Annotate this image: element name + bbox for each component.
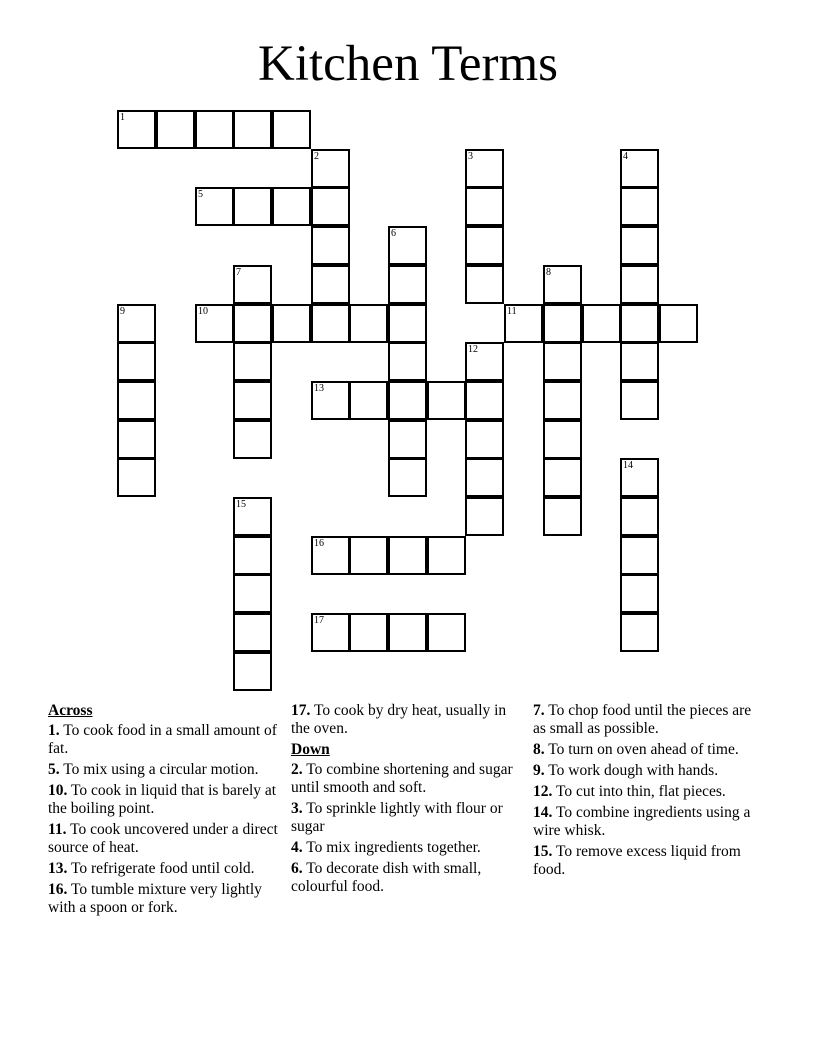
grid-cell[interactable]: [233, 110, 272, 149]
grid-cell[interactable]: [620, 574, 659, 613]
grid-cell[interactable]: [233, 497, 272, 536]
grid-cell[interactable]: [620, 497, 659, 536]
grid-cell[interactable]: [388, 458, 427, 497]
clue-item-number: 14.: [533, 804, 553, 821]
grid-cell[interactable]: [311, 536, 350, 575]
grid-cell[interactable]: [465, 187, 504, 226]
grid-cell[interactable]: [311, 265, 350, 304]
grid-cell[interactable]: [465, 226, 504, 265]
clue-item-text: To mix ingredients together.: [306, 839, 481, 856]
clue-number: 14: [623, 460, 633, 471]
grid-cell[interactable]: [620, 226, 659, 265]
grid-cell[interactable]: [233, 574, 272, 613]
grid-cell[interactable]: [543, 265, 582, 304]
clue-item: [48, 761, 280, 779]
grid-cell[interactable]: [117, 110, 156, 149]
clue-item: [291, 839, 523, 857]
clue-number: 9: [120, 306, 125, 317]
grid-cell[interactable]: [620, 265, 659, 304]
grid-cell[interactable]: [465, 381, 504, 420]
grid-cell[interactable]: [465, 420, 504, 459]
clue-item: [48, 821, 280, 857]
clue-number: 13: [314, 383, 324, 394]
grid-cell[interactable]: [117, 304, 156, 343]
clue-item: [48, 881, 280, 917]
grid-cell[interactable]: [427, 613, 466, 652]
clue-item-number: 7.: [533, 702, 545, 719]
clue-number: 8: [546, 267, 551, 278]
grid-cell[interactable]: [427, 381, 466, 420]
grid-cell[interactable]: [349, 536, 388, 575]
clue-number: 11: [507, 306, 517, 317]
grid-cell[interactable]: [465, 458, 504, 497]
grid-cell[interactable]: [388, 420, 427, 459]
grid-cell[interactable]: [543, 342, 582, 381]
clue-item-text: To cook food in a small amount of fat.: [48, 722, 277, 757]
clue-number: 12: [468, 344, 478, 355]
grid-cell[interactable]: [311, 187, 350, 226]
grid-cell[interactable]: [233, 381, 272, 420]
clue-item: [533, 783, 765, 801]
grid-cell[interactable]: [465, 149, 504, 188]
grid-cell[interactable]: [117, 458, 156, 497]
clue-item: [291, 860, 523, 896]
grid-cell[interactable]: [311, 226, 350, 265]
grid-cell[interactable]: [543, 420, 582, 459]
clue-number: 4: [623, 151, 628, 162]
clue-item-number: 16.: [48, 881, 68, 898]
grid-cell[interactable]: [388, 342, 427, 381]
grid-cell[interactable]: [272, 110, 311, 149]
clue-item: [533, 843, 765, 879]
clue-item-number: 6.: [291, 860, 303, 877]
grid-cell[interactable]: [620, 304, 659, 343]
clue-item: [533, 762, 765, 780]
grid-cell[interactable]: [620, 342, 659, 381]
grid-cell[interactable]: [195, 304, 234, 343]
clue-column-1: [48, 702, 280, 920]
clue-item-number: 11.: [48, 821, 67, 838]
clue-item-number: 3.: [291, 800, 303, 817]
grid-cell[interactable]: [388, 226, 427, 265]
clue-item-number: 1.: [48, 722, 60, 739]
clue-number: 10: [198, 306, 208, 317]
clue-item-text: To cook in liquid that is barely at the boiling point.: [48, 782, 277, 817]
grid-cell[interactable]: [620, 458, 659, 497]
clue-item-text: To work dough with hands.: [548, 762, 719, 779]
clue-item: [48, 860, 280, 878]
clue-item-number: 17.: [291, 702, 311, 719]
clue-item-text: To cook uncovered under a direct source of heat.: [48, 821, 278, 856]
clue-item-number: 13.: [48, 860, 68, 877]
grid-cell[interactable]: [233, 304, 272, 343]
grid-cell[interactable]: [620, 536, 659, 575]
grid-cell[interactable]: [388, 265, 427, 304]
clue-column-2: [291, 702, 523, 899]
clue-item-text: To mix using a circular motion.: [63, 761, 259, 778]
clue-number: 15: [236, 499, 246, 510]
grid-cell[interactable]: [233, 536, 272, 575]
grid-cell[interactable]: [543, 304, 582, 343]
clue-number: 1: [120, 112, 125, 123]
clue-item-number: 8.: [533, 741, 545, 758]
grid-cell[interactable]: [465, 265, 504, 304]
clue-item-number: 12.: [533, 783, 553, 800]
clue-item-text: To remove excess liquid from food.: [533, 843, 741, 878]
grid-cell[interactable]: [233, 613, 272, 652]
grid-cell[interactable]: [117, 342, 156, 381]
clue-item-text: To cut into thin, flat pieces.: [555, 783, 726, 800]
clue-number: 6: [391, 228, 396, 239]
clue-number: 5: [198, 189, 203, 200]
grid-cell[interactable]: [349, 304, 388, 343]
clue-item-number: 9.: [533, 762, 545, 779]
grid-cell[interactable]: [388, 613, 427, 652]
grid-cell[interactable]: [311, 149, 350, 188]
grid-cell[interactable]: [427, 536, 466, 575]
grid-cell[interactable]: [311, 381, 350, 420]
grid-cell[interactable]: [659, 304, 698, 343]
clue-item-text: To sprinkle lightly with flour or sugar: [291, 800, 503, 835]
grid-cell[interactable]: [311, 613, 350, 652]
clue-item-number: 5.: [48, 761, 60, 778]
grid-cell[interactable]: [233, 187, 272, 226]
clue-item-text: To decorate dish with small, colourful food.: [291, 860, 482, 895]
grid-cell[interactable]: [465, 497, 504, 536]
grid-cell[interactable]: [620, 187, 659, 226]
grid-cell[interactable]: [543, 458, 582, 497]
grid-cell[interactable]: [465, 342, 504, 381]
grid-cell[interactable]: [117, 420, 156, 459]
clue-heading: Across: [48, 702, 93, 719]
grid-cell[interactable]: [543, 381, 582, 420]
clue-item-text: To turn on oven ahead of time.: [548, 741, 739, 758]
clue-item-number: 10.: [48, 782, 68, 799]
clue-number: 2: [314, 151, 319, 162]
clue-item-text: To chop food until the pieces are as small as possible.: [533, 702, 752, 737]
grid-cell[interactable]: [504, 304, 543, 343]
grid-cell[interactable]: [233, 342, 272, 381]
grid-cell[interactable]: [195, 110, 234, 149]
grid-cell[interactable]: [582, 304, 621, 343]
grid-cell[interactable]: [620, 613, 659, 652]
clue-item: [291, 702, 523, 738]
grid-cell[interactable]: [620, 381, 659, 420]
clue-column-3: [533, 702, 765, 882]
clue-item: [533, 804, 765, 840]
clue-number: 7: [236, 267, 241, 278]
clue-item-text: To cook by dry heat, usually in the oven.: [291, 702, 507, 737]
grid-cell[interactable]: [272, 187, 311, 226]
grid-cell[interactable]: [233, 420, 272, 459]
grid-cell[interactable]: [233, 652, 272, 691]
grid-cell[interactable]: [388, 304, 427, 343]
grid-cell[interactable]: [543, 497, 582, 536]
clue-item-text: To tumble mixture very lightly with a spoon or fork.: [48, 881, 262, 916]
clue-number: 16: [314, 538, 324, 549]
grid-cell[interactable]: [117, 381, 156, 420]
clue-item-text: To combine shortening and sugar until smooth and soft.: [291, 761, 513, 796]
puzzle-title: Kitchen Terms: [258, 36, 558, 92]
clue-item: [533, 741, 765, 759]
clue-item: [291, 761, 523, 797]
clue-item: [48, 782, 280, 818]
grid-cell[interactable]: [272, 304, 311, 343]
clue-item-text: To combine ingredients using a wire whisk.: [533, 804, 751, 839]
grid-cell[interactable]: [388, 536, 427, 575]
grid-cell[interactable]: [349, 613, 388, 652]
clue-item: [291, 800, 523, 836]
grid-cell[interactable]: [233, 265, 272, 304]
grid-cell[interactable]: [620, 149, 659, 188]
grid-cell[interactable]: [195, 187, 234, 226]
clue-item-number: 2.: [291, 761, 303, 778]
grid-cell[interactable]: [349, 381, 388, 420]
clue-number: 3: [468, 151, 473, 162]
clue-item: [48, 722, 280, 758]
grid-cell[interactable]: [388, 381, 427, 420]
clue-item-number: 4.: [291, 839, 303, 856]
clue-number: 17: [314, 615, 324, 626]
grid-cell[interactable]: [311, 304, 350, 343]
clue-item-text: To refrigerate food until cold.: [70, 860, 255, 877]
grid-cell[interactable]: [156, 110, 195, 149]
clue-item-number: 15.: [533, 843, 553, 860]
clue-item: [533, 702, 765, 738]
clue-heading: Down: [291, 741, 330, 758]
